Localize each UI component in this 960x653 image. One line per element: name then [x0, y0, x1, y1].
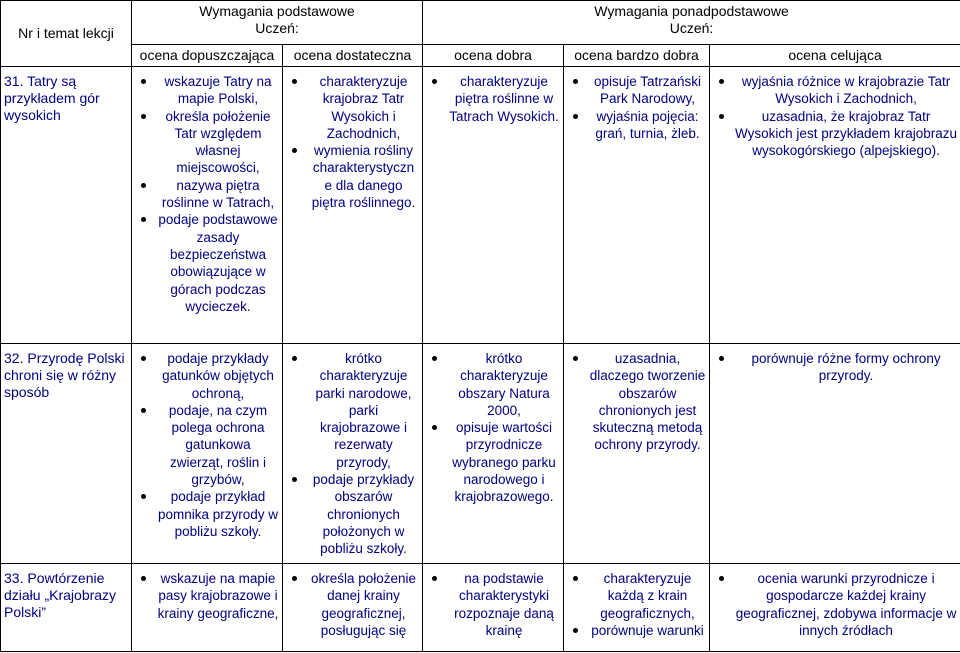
header-basic-title: Wymagania podstawowe: [199, 3, 355, 19]
grade-header: ocena dostateczna: [283, 45, 423, 67]
requirement-item: podaje przykłady gatunków objętych ochroną,: [135, 350, 279, 402]
requirement-cell: [132, 67, 283, 344]
requirement-cell: [132, 344, 283, 564]
requirement-item: porównuje różne formy ochrony przyrody.: [713, 350, 957, 385]
requirement-item: opisuje wartości przyrodnicze wybranego parku narodowego i krajobrazowego.: [426, 419, 560, 505]
requirement-cell: [710, 67, 960, 344]
requirement-cell: [710, 344, 960, 564]
requirement-item: porównuje warunki: [567, 622, 706, 639]
requirement-item: określa położenie Tatr względem własnej miejscowości,: [135, 108, 279, 177]
requirement-item: charakteryzuje każdą z krain geograficznych,: [567, 570, 706, 622]
lesson-topic: 33. Powtórzenie działu „Krajobrazy Polski”: [1, 564, 132, 652]
requirement-item: wskazuje na mapie pasy krajobrazowe i krainy geograficzne,: [135, 570, 279, 622]
requirement-cell: [283, 344, 423, 564]
grade-header: ocena celująca: [710, 45, 960, 67]
requirement-cell: [710, 564, 960, 652]
requirement-item: charakteryzuje krajobraz Tatr Wysokich i Zachodnich,: [286, 73, 419, 142]
requirement-item: na podstawie charakterystyki rozpoznaje daną krainę: [426, 570, 560, 639]
requirement-item: podaje przykłady obszarów chronionych położonych w pobliżu szkoły.: [286, 471, 419, 557]
requirement-cell: [564, 564, 710, 652]
header-basic-sub: Uczeń:: [255, 20, 299, 36]
requirement-item: wymienia rośliny charakterystyczn e dla danego piętra roślinnego.: [286, 142, 419, 211]
requirement-item: uzasadnia, że krajobraz Tatr Wysokich jest przykładem krajobrazu wysokogórskiego (alpejskiego).: [713, 108, 957, 160]
requirement-item: charakteryzuje piętra roślinne w Tatrach Wysokich.: [426, 73, 560, 125]
header-topic: Nr i temat lekcji: [1, 1, 132, 67]
requirement-item: opisuje Tatrzański Park Narodowy,: [567, 73, 706, 108]
header-basic: [132, 1, 423, 45]
requirement-cell: [283, 67, 423, 344]
requirement-item: podaje podstawowe zasady bezpieczeństwa obowiązujące w górach podczas wycieczek.: [135, 211, 279, 315]
lesson-topic: 31. Tatry są przykładem gór wysokich: [1, 67, 132, 344]
requirement-cell: [564, 67, 710, 344]
requirement-item: podaje przykład pomnika przyrody w pobliżu szkoły.: [135, 488, 279, 540]
requirement-cell: [132, 564, 283, 652]
requirement-cell: [423, 344, 564, 564]
requirement-item: krótko charakteryzuje parki narodowe, parki krajobrazowe i rezerwaty przyrody,: [286, 350, 419, 471]
requirement-cell: [423, 564, 564, 652]
grade-header: ocena dopuszczająca: [132, 45, 283, 67]
requirement-cell: [423, 67, 564, 344]
header-advanced: [423, 1, 960, 45]
grade-header: ocena bardzo dobra: [564, 45, 710, 67]
requirement-item: nazywa piętra roślinne w Tatrach,: [135, 177, 279, 212]
requirement-cell: [564, 344, 710, 564]
requirement-item: podaje, na czym polega ochrona gatunkowa zwierząt, roślin i grzybów,: [135, 402, 279, 488]
header-advanced-title: Wymagania ponadpodstawowe: [594, 3, 789, 19]
table-row: [1, 67, 960, 344]
requirement-item: wskazuje Tatry na mapie Polski,: [135, 73, 279, 108]
requirement-item: ocenia warunki przyrodnicze i gospodarcze każdej krainy geograficznej, zdobywa informacje w innych źródłach: [713, 570, 957, 639]
requirement-item: uzasadnia, dlaczego tworzenie obszarów chronionych jest skuteczną metodą ochrony przyrody.: [567, 350, 706, 454]
requirement-item: określa położenie danej krainy geograficznej, posługując się: [286, 570, 419, 639]
table-row: [1, 564, 960, 652]
grade-header: ocena dobra: [423, 45, 564, 67]
requirement-item: wyjaśnia pojęcia: grań, turnia, żleb.: [567, 108, 706, 143]
requirement-item: krótko charakteryzuje obszary Natura 2000,: [426, 350, 560, 419]
requirement-item: wyjaśnia różnice w krajobrazie Tatr Wysokich i Zachodnich,: [713, 73, 957, 108]
requirement-cell: [283, 564, 423, 652]
header-advanced-sub: Uczeń:: [669, 20, 714, 36]
lesson-topic: 32. Przyrodę Polski chroni się w różny sposób: [1, 344, 132, 564]
table-row: [1, 344, 960, 564]
